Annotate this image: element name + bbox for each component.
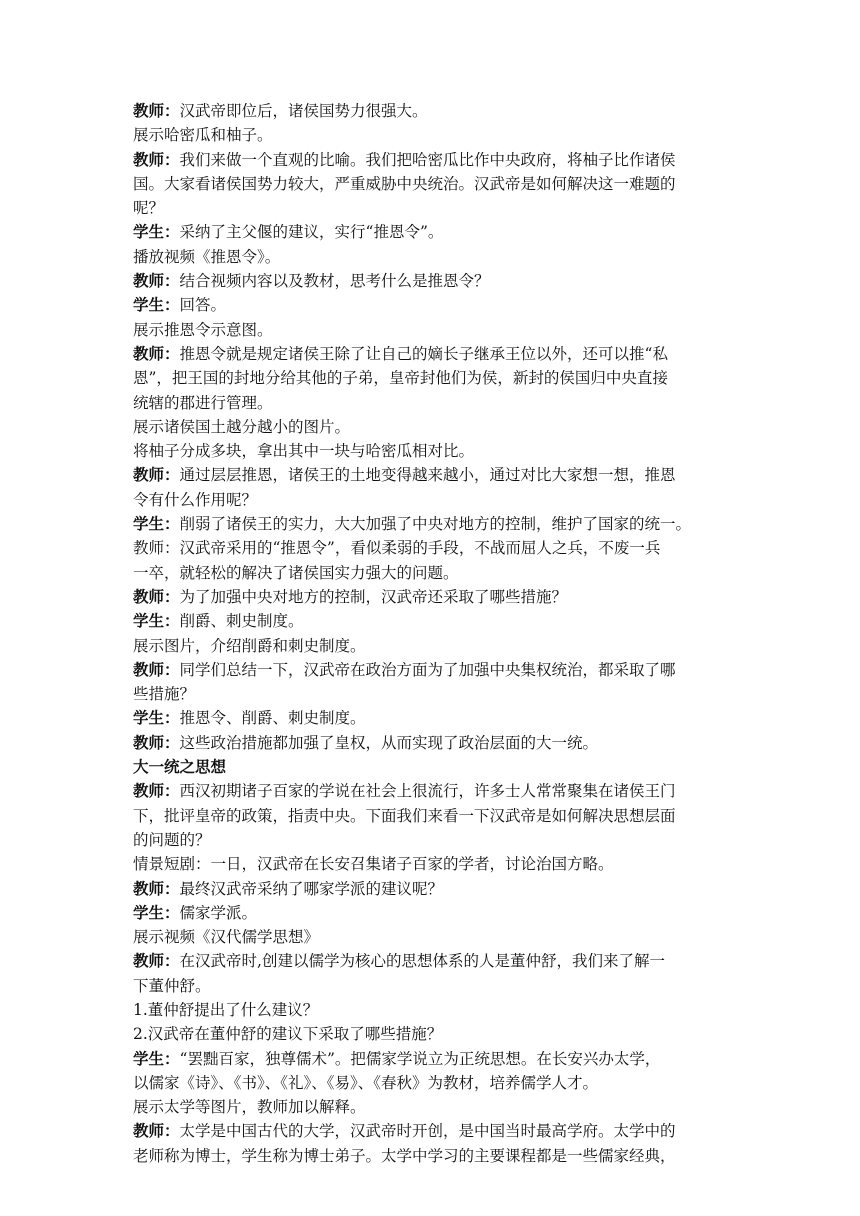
text-line: [133, 269, 729, 293]
text-line: [133, 415, 729, 439]
text-line: [133, 463, 729, 487]
line-text: 展示哈密瓜和柚子。: [133, 126, 273, 145]
text-line: [133, 828, 729, 852]
text-line: [133, 536, 729, 560]
line-text: 太学是中国古代的大学，汉武帝时开创，是中国当时最高学府。太学中的: [179, 1122, 676, 1141]
section-heading: 大一统之思想: [133, 757, 227, 777]
speaker-label: 教师：: [133, 951, 180, 971]
speaker-label: 学生：: [133, 295, 180, 315]
line-text: 削爵、刺史制度。: [179, 612, 304, 631]
text-line: [133, 366, 729, 390]
line-text: 推恩令就是规定诸侯王除了让自己的嫡长子继承王位以外，还可以推“私: [179, 344, 668, 363]
line-text: 展示图片，介绍削爵和刺史制度。: [133, 636, 366, 655]
text-line: [133, 220, 729, 244]
text-line: [133, 585, 729, 609]
line-text: 展示诸侯国土越分越小的图片。: [133, 417, 351, 436]
text-line: [133, 779, 729, 803]
speaker-label: 学生：: [133, 222, 180, 242]
text-line: [133, 342, 729, 366]
line-text: 的问题的？: [133, 830, 211, 849]
text-line: [133, 561, 729, 585]
line-text: 西汉初期诸子百家的学说在社会上很流行，许多士人常常聚集在诸侯王门: [179, 782, 676, 801]
speaker-label: 教师：: [133, 781, 180, 801]
line-text: 呢？: [133, 199, 165, 218]
text-line: [133, 512, 729, 536]
speaker-label: 教师：: [133, 343, 180, 363]
text-line: [133, 706, 729, 730]
line-text: 这些政治措施都加强了皇权，从而实现了政治层面的大一统。: [179, 733, 599, 752]
line-text: 1.董仲舒提出了什么建议？: [133, 1000, 319, 1019]
speaker-label: 学生：: [133, 902, 180, 922]
text-line: [133, 1047, 729, 1071]
text-line: [133, 804, 729, 828]
line-text: 同学们总结一下，汉武帝在政治方面为了加强中央集权统治，都采取了哪: [179, 660, 676, 679]
line-text: 结合视频内容以及教材，思考什么是推恩令？: [179, 272, 490, 291]
line-text: 令有什么作用呢？: [133, 490, 258, 509]
text-line: [133, 1022, 729, 1046]
text-line: [133, 877, 729, 901]
text-line: [133, 755, 729, 779]
text-line: [133, 901, 729, 925]
line-text: 情景短剧：一日，汉武帝在长安召集诸子百家的学者，讨论治国方略。: [133, 855, 614, 874]
line-text: 通过层层推恩，诸侯王的土地变得越来越小，通过对比大家想一想，推恩: [179, 466, 676, 485]
text-line: [133, 293, 729, 317]
line-text: 回答。: [179, 296, 227, 315]
text-line: [133, 634, 729, 658]
line-text: 下，批评皇帝的政策，指责中央。下面我们来看一下汉武帝是如何解决思想层面: [133, 806, 676, 825]
speaker-label: 学生：: [133, 1048, 180, 1068]
speaker-label: 学生：: [133, 708, 180, 728]
line-text: 我们来做一个直观的比喻。我们把哈密瓜比作中央政府，将柚子比作诸侯: [179, 150, 676, 169]
text-line: [133, 439, 729, 463]
text-line: [133, 998, 729, 1022]
line-text: 为了加强中央对地方的控制，汉武帝还采取了哪些措施？: [179, 587, 568, 606]
text-line: [133, 1144, 729, 1168]
line-text: 展示视频《汉代儒学思想》: [133, 928, 320, 947]
speaker-label: 教师：: [133, 149, 180, 169]
text-line: [133, 245, 729, 269]
line-text: 恩”，把王国的封地分给其他的子弟，皇帝封他们为侯，新封的侯国归中央直接: [133, 369, 668, 388]
line-text: 展示推恩令示意图。: [133, 320, 273, 339]
line-text: 将柚子分成多块，拿出其中一块与哈密瓜相对比。: [133, 442, 475, 461]
speaker-label: 学生：: [133, 514, 180, 534]
text-line: [133, 658, 729, 682]
line-text: 老师称为博士，学生称为博士弟子。太学中学习的主要课程都是一些儒家经典，: [133, 1146, 676, 1165]
speaker-label: 教师：: [133, 271, 180, 291]
text-line: [133, 123, 729, 147]
line-text: 汉武帝即位后，诸侯国势力很强大。: [179, 102, 428, 120]
line-text: 最终汉武帝采纳了哪家学派的建议呢？: [179, 879, 444, 898]
text-line: [133, 609, 729, 633]
speaker-label: 教师：: [133, 659, 180, 679]
line-text: 一卒，就轻松的解决了诸侯国实力强大的问题。: [133, 563, 459, 582]
text-line: [133, 99, 729, 123]
speaker-label: 教师：: [133, 586, 180, 606]
speaker-label: 教师：: [133, 465, 180, 485]
text-line: [133, 1071, 729, 1095]
line-text: 采纳了主父偃的建议，实行“推恩令”。: [179, 223, 444, 242]
line-text: 在汉武帝时,创建以儒学为核心的思想体系的人是董仲舒，我们来了解一: [179, 952, 665, 971]
text-line: [133, 1095, 729, 1119]
line-text: 国。大家看诸侯国势力较大，严重威胁中央统治。汉武帝是如何解决这一难题的: [133, 174, 676, 193]
text-line: [133, 682, 729, 706]
line-text: “罢黜百家，独尊儒术”。把儒家学说立为正统思想。在长安兴办太学，: [179, 1049, 661, 1068]
line-text: 教师：汉武帝采用的“推恩令”，看似柔弱的手段，不战而屈人之兵，不废一兵: [133, 539, 661, 558]
text-line: [133, 196, 729, 220]
line-text: 些措施？: [133, 685, 196, 704]
line-text: 推恩令、削爵、刺史制度。: [179, 709, 366, 728]
speaker-label: 教师：: [133, 1121, 180, 1141]
text-line: [133, 172, 729, 196]
text-line: [133, 488, 729, 512]
text-line: [133, 318, 729, 342]
speaker-label: 教师：: [133, 101, 180, 120]
line-text: 播放视频《推恩令》。: [133, 247, 281, 266]
document-page: [133, 99, 729, 1168]
text-line: [133, 391, 729, 415]
line-text: 儒家学派。: [179, 903, 258, 922]
text-line: [133, 852, 729, 876]
line-text: 展示太学等图片，教师加以解释。: [133, 1098, 366, 1117]
line-text: 2.汉武帝在董仲舒的建议下采取了哪些措施？: [133, 1025, 443, 1044]
speaker-label: 教师：: [133, 732, 180, 752]
line-text: 下董仲舒。: [133, 976, 211, 995]
speaker-label: 教师：: [133, 878, 180, 898]
text-line: [133, 949, 729, 973]
text-line: [133, 925, 729, 949]
speaker-label: 学生：: [133, 611, 180, 631]
text-line: [133, 148, 729, 172]
line-text: 削弱了诸侯王的实力，大大加强了中央对地方的控制，维护了国家的统一。: [179, 515, 692, 534]
line-text: 以儒家《诗》、《书》、《礼》、《易》、《春秋》为教材，培养儒学人才。: [133, 1073, 599, 1092]
text-line: [133, 1119, 729, 1143]
text-line: [133, 731, 729, 755]
text-line: [133, 974, 729, 998]
line-text: 统辖的郡进行管理。: [133, 393, 273, 412]
